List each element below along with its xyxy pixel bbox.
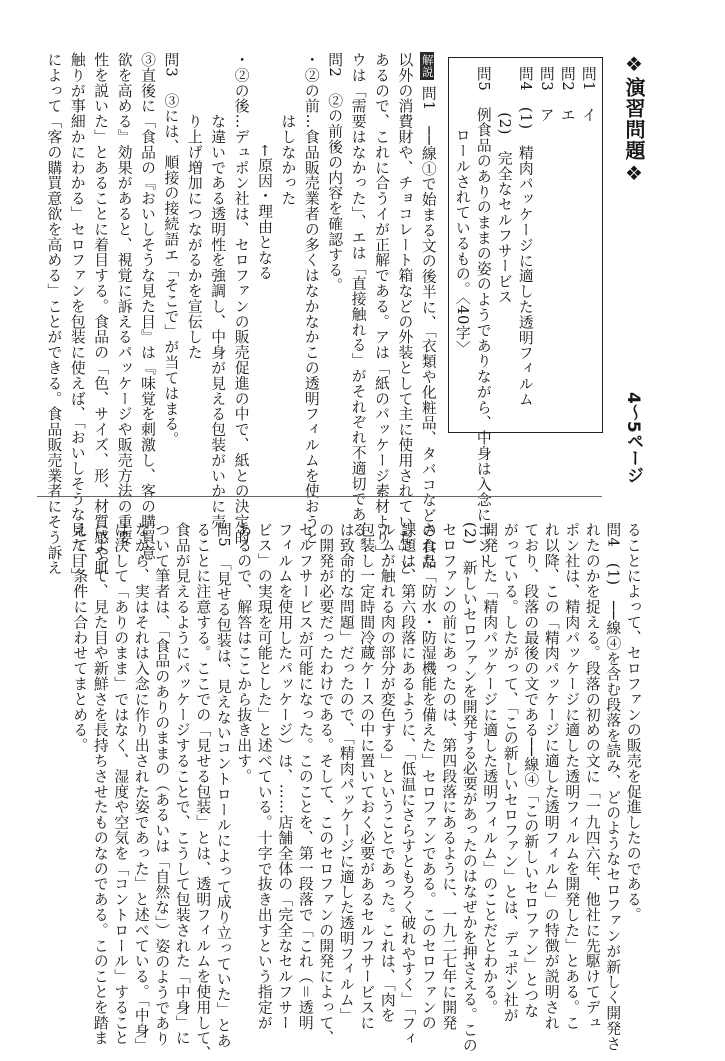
explanation-line: れたのかを捉える。段落の初めの文に「一九四六年、他社に先駆けてデュ (583, 522, 601, 1031)
explanation-line: 問2 ②の前後の内容を確認する。 (326, 52, 344, 294)
explanation-line: 包装し一定時間冷蔵ケースの中に置いておく必要があるセルフサービスに (358, 522, 376, 1031)
page-range: 4〜5ページ (623, 392, 643, 484)
answer-line: (2) 完全なセルフサービス (495, 66, 513, 305)
explanation-line: あるので、解答はここから抜き出す。 (235, 522, 253, 784)
explanation-line: はしなかった (279, 52, 297, 206)
explanation-line: ており、段落の最後の文である──線④「この新しいセロファン」とつな (522, 522, 540, 1019)
explanation-line: ることに注意する。ここでの「見せる包装」とは、透明フィルムを使用して、 (194, 522, 212, 1061)
section-title: ❖演習問題❖ (622, 52, 646, 186)
explanation-line: ③直後に「食品の『おいしそうな見た目』は『味覚を刺激し、客の購買意 (138, 52, 156, 561)
explanation-line: 解説 問1 ──線①で始まる文の後半に、「衣類や化粧品、タバコなどの食品 (419, 54, 437, 570)
explanation-line: ・②の前…食品販売業者の多くはなかなかこの透明フィルムを使おうと (302, 52, 320, 545)
explanation-line: がっている。したがって、「この新しいセロファン」とは、デュポン社が (501, 522, 519, 1023)
explanation-line: は決して「ありのまま」ではなく、湿度や空気を「コントロール」すること (112, 522, 130, 1046)
section-divider (37, 496, 602, 497)
explanation-line: 触りが事細かにわかる」セロファンを包装に使えば、「おいしそうな見た目」 (68, 52, 86, 584)
explanation-line: の開発が必要だったわけである。そして、このセロファンの開発によって、 (317, 522, 335, 1046)
explanation-line: セルフサービスが可能になった。このことを、第一段落で「これ（＝透明 (296, 522, 314, 1031)
answer-line: 問2 エ (558, 66, 576, 123)
explanation-line: によって「客の購買意欲を高める」ことができる。食品販売業者にそう訴え (45, 52, 63, 576)
explanation-line: 欲を高める』効果があると、視覚に訴えるパッケージや販売方法の重要 (115, 52, 133, 545)
explanation-line: ビス」の実現を可能とした」と述べている。十字で抜き出すという指定が (255, 522, 273, 1031)
explanation-line: 課題は、第六段落にあるように、「低温にさらすともろく破れやすく」「フィ (399, 522, 417, 1047)
explanation-line: 問3 ③には、順接の接続語エ「そこで」が当てはまる。 (162, 52, 180, 448)
explanation-line: ウは「需要はなかった」、エは「直接触れる」がそれぞれ不適切である。 (349, 52, 367, 553)
explanation-line: によって、見た目や新鮮さを長持ちさせたものなのである。このことを踏ま (91, 522, 109, 1046)
answer-line: 問3 ア (537, 66, 555, 123)
explanation-line: えて、条件に合わせてまとめる。 (71, 522, 89, 753)
explanation-line: あるので、これに合うイが正解である。アは「紙のパッケージ素材より」、 (372, 52, 390, 569)
explanation-line: ルムが触れる肉の部分が変色する」ということであった。これは、「肉を (378, 522, 396, 1023)
answer-line: 問4 (1) 精肉パッケージに適した透明フィルム (516, 66, 534, 407)
explanation-line: ながら、実はそれは入念に作り出された姿であった」と述べている。「中身」 (132, 522, 150, 1054)
explanation-line: な違いである透明性を強調し、中身が見える包装がいかに売 (209, 52, 227, 530)
explanation-line: 食品が見えるようにパッケージすることで、こうして包装された「中身」に (173, 522, 191, 1046)
explanation-line: 以外の消費財や、チョコレート箱などの外装として主に使用されていた」と (396, 52, 414, 576)
explanation-line: セロファンの前にあったのは、第四段落にあるように、一九二七年に開発 (440, 522, 458, 1031)
explanation-line: ←原因・理由となる (255, 52, 273, 281)
answer-line: 問1 イ (579, 66, 597, 123)
explanation-line: り上げ増加につながるかを宣伝した (185, 52, 203, 360)
answer-line: ロールされているもの。〈40字〉 (453, 66, 471, 356)
explanation-badge: 解説 (420, 54, 435, 79)
explanation-line: 開発した「精肉パッケージに適した透明フィルム」のことだとわかる。 (481, 522, 499, 1015)
explanation-line: ・②の後…デュポン社は、セロファンの販売促進の中で、紙との決定的 (232, 52, 250, 545)
explanation-line: は致命的な問題」だったので、「精肉パッケージに適した透明フィルム」 (337, 522, 355, 1023)
explanation-line: ついて筆者は、「食品のありのままの（あるいは「自然な」）姿のようであり (153, 522, 171, 1047)
explanation-line: された「防水・防湿機能を備えた」セロファンである。このセロファンの (419, 522, 437, 1031)
explanation-line: フィルムを使用したパッケージ）は、……店舗全体の「完全なセルフサー (276, 522, 294, 1031)
explanation-line: (2) 新しいセロファンを開発する必要があったのはなぜかを押さえる。この (460, 522, 478, 1053)
explanation-line: 問5 「見せる包装は、見えないコントロールによって成り立っていた」とあ (214, 522, 232, 1049)
explanation-line: れ以降、この「精肉パッケージに適した透明フィルム」の特徴が説明され (542, 522, 560, 1031)
explanation-line: 性を説いた」とあることに着目する。食品の「色、サイズ、形、材質感や肌 (92, 52, 110, 576)
explanation-line: 問4 (1) ──線④を含む段落を読み、どのようなセロファンが新しく開発さ (604, 522, 622, 1052)
explanation-line: ることによって、セロファンの販売を促進したのである。 (624, 522, 642, 923)
answer-line: 問5 例食品のありのままの姿のようでありながら、中身は入念にコント (474, 66, 492, 569)
explanation-line: ポン社は、精肉パッケージに適した透明フィルムを開発した」とある。こ (563, 522, 581, 1031)
